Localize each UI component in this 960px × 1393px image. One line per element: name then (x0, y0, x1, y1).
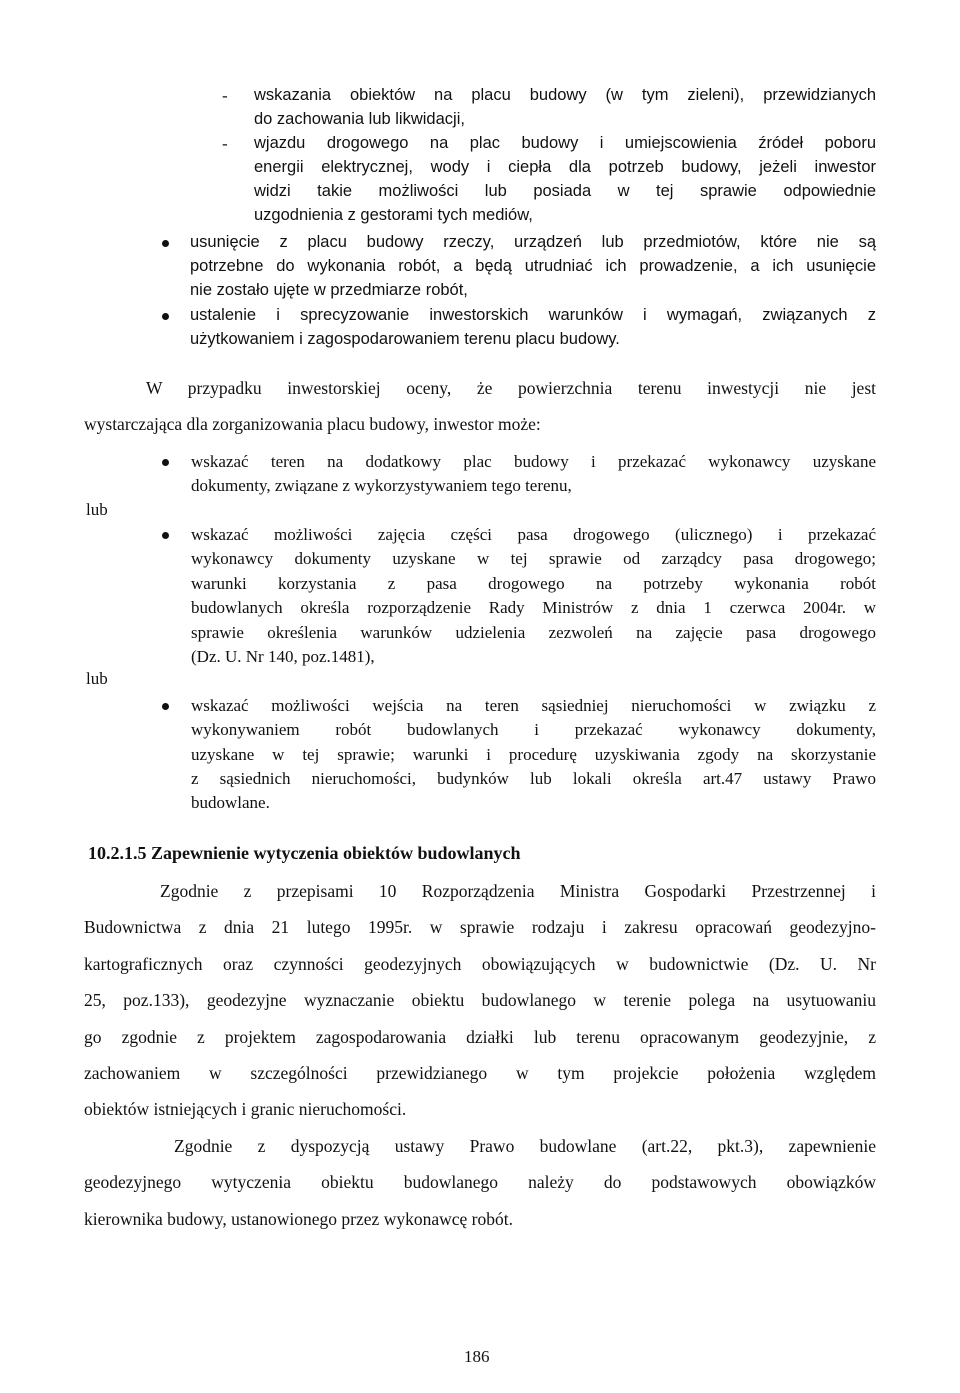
text-line: 25, poz.133), geodezyjne wyznaczanie obiektu budowlanego w terenie polega na usytuowaniu (84, 990, 876, 1010)
text-line: kartograficznych oraz czynności geodezyjnych obowiązujących w budownictwie (Dz. U. Nr (84, 954, 876, 974)
bullet-icon (162, 313, 169, 320)
text-line: wskazać możliwości wejścia na teren sąsiedniej nieruchomości w związku z (191, 696, 876, 715)
text-line: obiektów istniejących i granic nieruchomości. (84, 1099, 407, 1119)
bullet-icon (162, 703, 169, 710)
text-line: ustalenie i sprecyzowanie inwestorskich warunków i wymagań, związanych z (190, 306, 876, 324)
text-line: kierownika budowy, ustanowionego przez wykonawcę robót. (84, 1209, 513, 1229)
text-line: usunięcie z placu budowy rzeczy, urządzeń lub przedmiotów, które nie są (190, 233, 876, 251)
bullet-icon (162, 240, 169, 247)
text-line: do zachowania lub likwidacji, (254, 110, 465, 128)
text-line: wykonawcy dokumenty uzyskane w tej sprawie od zarządcy pasa drogowego; (191, 549, 876, 568)
connector-lub: lub (86, 500, 108, 519)
bullet-icon (162, 459, 169, 466)
bullet-icon (162, 532, 169, 539)
text-line: budowlanych określa rozporządzenie Rady Ministrów z dnia 1 czerwca 2004r. w (191, 598, 876, 617)
text-line: uzyskane w tej sprawie; warunki i procedurę uzyskiwania zgody na skorzystanie (191, 745, 876, 764)
text-line: wskazać teren na dodatkowy plac budowy i przekazać wykonawcy uzyskane (191, 452, 876, 471)
text-line: wskazania obiektów na placu budowy (w tym zieleni), przewidzianych (254, 86, 876, 104)
text-line: widzi takie możliwości lub posiada w tej sprawie odpowiednie (254, 182, 876, 200)
text-line: uzgodnienia z gestorami tych mediów, (254, 206, 533, 224)
text-line: wykonywaniem robót budowlanych i przekazać wykonawcy dokumenty, (191, 720, 876, 739)
text-line: z sąsiednich nieruchomości, budynków lub lokali określa art.47 ustawy Prawo (191, 769, 876, 788)
dash-marker: - (222, 134, 228, 153)
page-number: 186 (464, 1347, 490, 1366)
text-line: wskazać możliwości zajęcia części pasa drogowego (ulicznego) i przekazać (191, 525, 876, 544)
text-line: dokumenty, związane z wykorzystywaniem tego terenu, (191, 476, 572, 495)
connector-lub: lub (86, 669, 108, 688)
text-line: warunki korzystania z pasa drogowego na potrzeby wykonania robót (191, 574, 876, 593)
text-line: energii elektrycznej, wody i ciepła dla potrzeb budowy, jeżeli inwestor (254, 158, 876, 176)
text-line: Budownictwa z dnia 21 lutego 1995r. w sprawie rodzaju i zakresu opracowań geodezyjno- (84, 917, 876, 937)
section-heading: 10.2.1.5 Zapewnienie wytyczenia obiektów budowlanych (88, 843, 521, 863)
text-line: Zgodnie z dyspozycją ustawy Prawo budowlane (art.22, pkt.3), zapewnienie (174, 1136, 876, 1156)
text-line: wystarczająca dla zorganizowania placu budowy, inwestor może: (84, 414, 541, 434)
dash-marker: - (222, 86, 228, 105)
text-line: potrzebne do wykonania robót, a będą utrudniać ich prowadzenie, a ich usunięcie (190, 257, 876, 275)
text-line: użytkowaniem i zagospodarowaniem terenu placu budowy. (190, 330, 620, 348)
text-line: go zgodnie z projektem zagospodarowania działki lub terenu opracowanym geodezyjnie, z (84, 1027, 876, 1047)
text-line: geodezyjnego wytyczenia obiektu budowlanego należy do podstawowych obowiązków (84, 1172, 876, 1192)
text-line: sprawie określenia warunków udzielenia zezwoleń na zajęcie pasa drogowego (191, 623, 876, 642)
text-line: Zgodnie z przepisami 10 Rozporządzenia Ministra Gospodarki Przestrzennej i (160, 881, 876, 901)
text-line: budowlane. (191, 793, 270, 812)
text-line: nie zostało ujęte w przedmiarze robót, (190, 281, 468, 299)
text-line: zachowaniem w szczególności przewidzianego w tym projekcie położenia względem (84, 1063, 876, 1083)
text-line: W przypadku inwestorskiej oceny, że powierzchnia terenu inwestycji nie jest (146, 378, 876, 398)
text-line: (Dz. U. Nr 140, poz.1481), (191, 647, 375, 666)
text-line: wjazdu drogowego na plac budowy i umiejscowienia źródeł poboru (254, 134, 876, 152)
